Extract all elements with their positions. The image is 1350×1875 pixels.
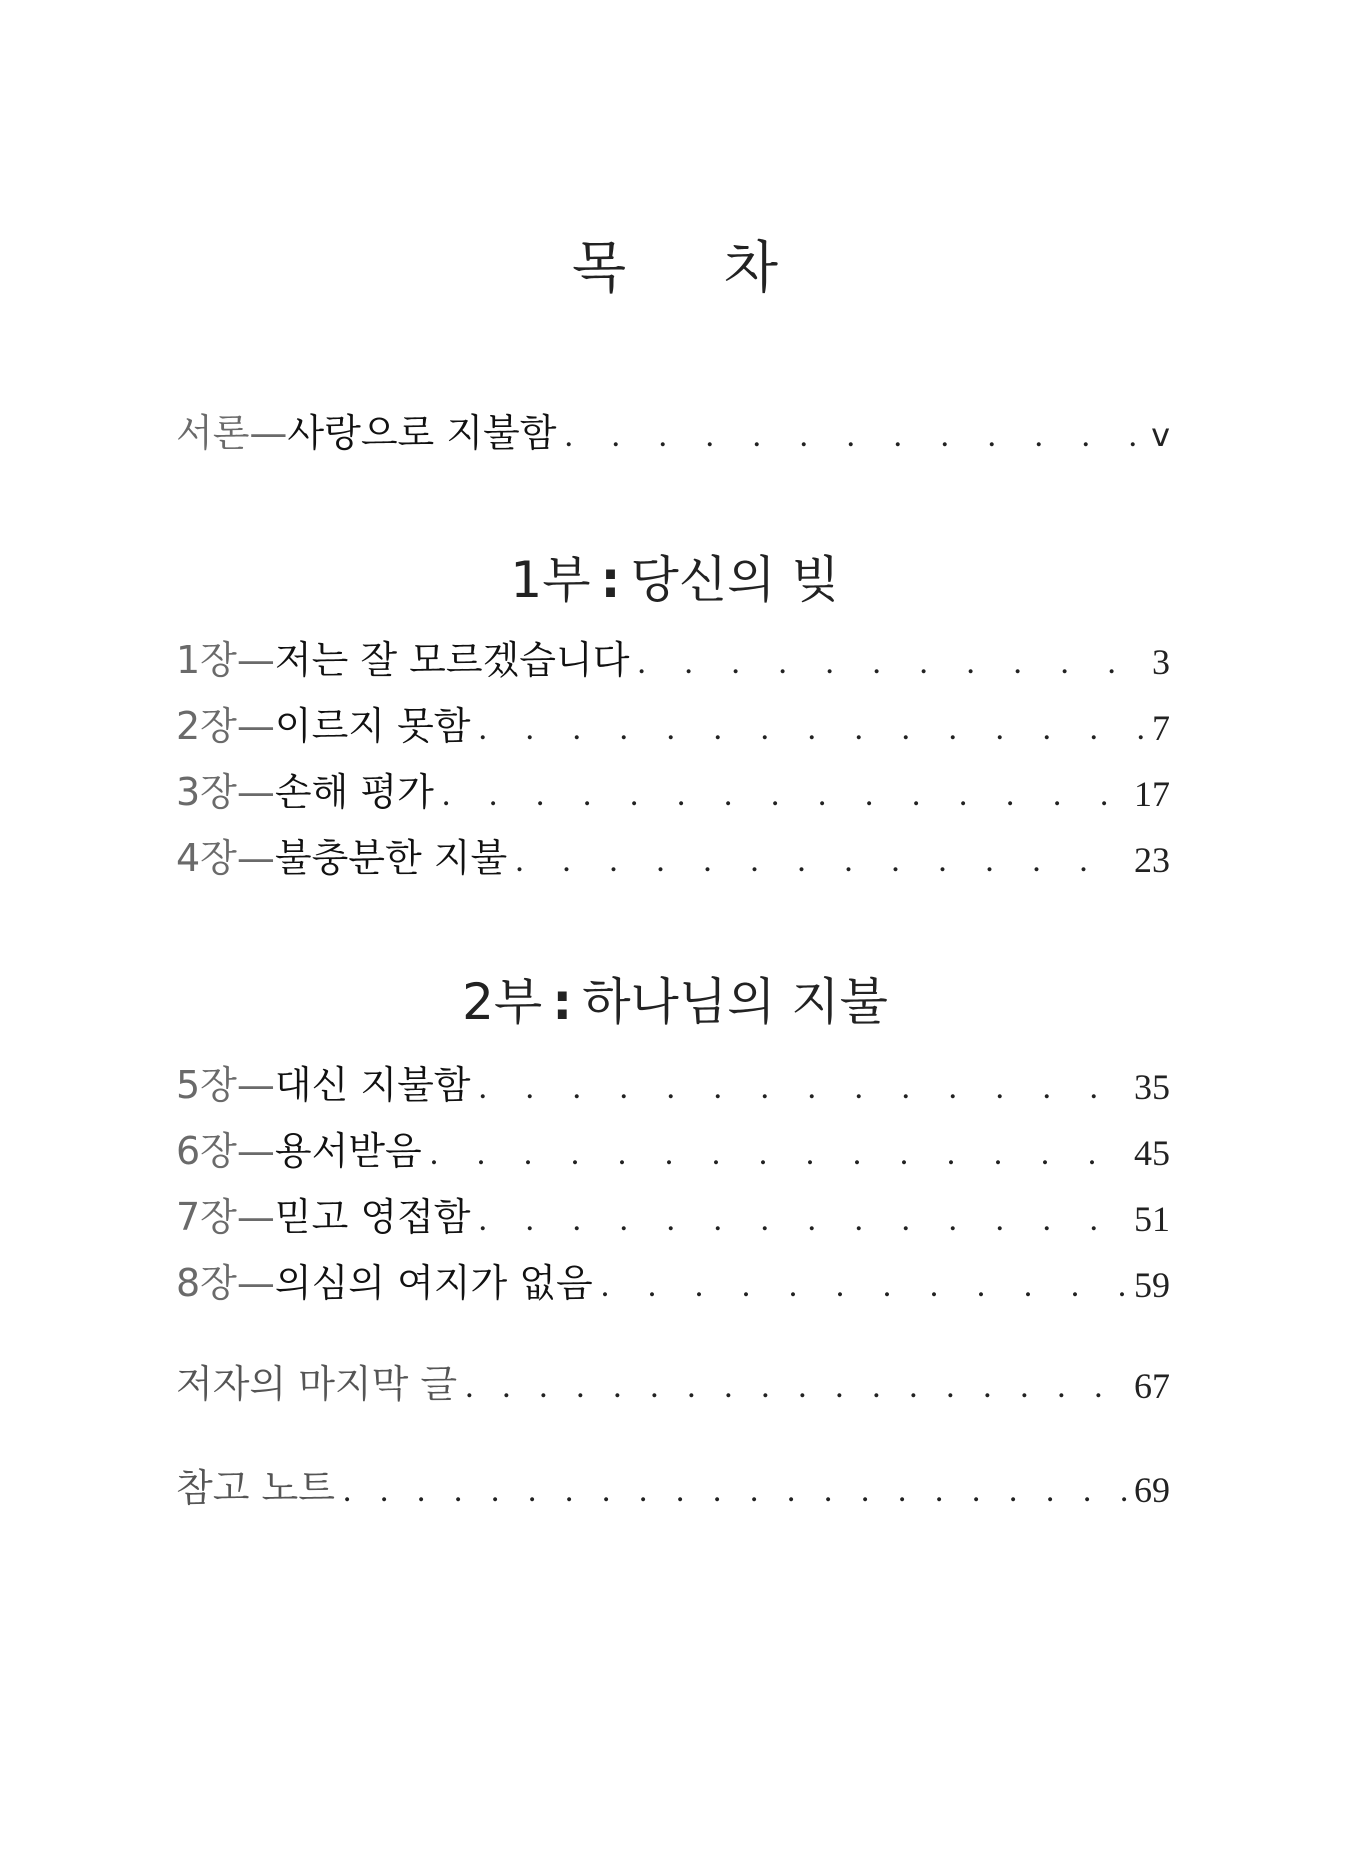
toc-entry-prefix: 3장— <box>176 770 275 814</box>
toc-entry-page: 45 <box>1134 1133 1170 1173</box>
toc-entry-prefix: 7장— <box>176 1195 275 1239</box>
toc-entry-label <box>176 1126 422 1176</box>
toc-entry-prefix: 5장— <box>176 1063 275 1107</box>
toc-entry-prefix: 6장— <box>176 1129 275 1173</box>
toc-entry-page: 67 <box>1134 1366 1170 1406</box>
toc-entry-page: 51 <box>1134 1199 1170 1239</box>
toc-entry-label <box>176 1463 335 1513</box>
toc-entry-label <box>176 635 629 685</box>
dot-leader <box>457 1369 1128 1409</box>
dot-leader <box>471 1070 1128 1110</box>
toc-entry-title: 사랑으로 지불함 <box>287 411 557 455</box>
toc-entry-chapter-2[interactable] <box>176 701 1170 751</box>
part-heading-2 <box>0 962 1350 1034</box>
toc-entry-chapter-4[interactable] <box>176 833 1170 883</box>
part-name: 하나님의 지불 <box>582 973 888 1031</box>
toc-entry-label <box>176 1359 457 1409</box>
dot-leader <box>422 1136 1128 1176</box>
dot-leader <box>471 1202 1128 1242</box>
toc-entry-label <box>176 1192 471 1242</box>
toc-entry-prefix: 1장— <box>176 638 275 682</box>
toc-entry-intro[interactable] <box>176 408 1170 458</box>
dot-leader <box>507 843 1128 883</box>
toc-entry-label <box>176 767 434 817</box>
part-heading-1 <box>0 540 1350 612</box>
toc-entry-chapter-7[interactable] <box>176 1192 1170 1242</box>
toc-entry-chapter-6[interactable] <box>176 1126 1170 1176</box>
toc-entry-label <box>176 701 471 751</box>
dot-leader <box>335 1473 1128 1513</box>
toc-entry-label <box>176 833 507 883</box>
toc-entry-chapter-8[interactable] <box>176 1258 1170 1308</box>
toc-entry-chapter-3[interactable] <box>176 767 1170 817</box>
dot-leader <box>556 418 1145 458</box>
toc-entry-title: 용서받음 <box>274 1129 422 1173</box>
toc-entry-page: 3 <box>1152 642 1170 682</box>
toc-entry-title: 손해 평가 <box>274 770 434 814</box>
toc-entry-label <box>176 1258 593 1308</box>
toc-entry-page: 17 <box>1134 774 1170 814</box>
toc-entry-title: 의심의 여지가 없음 <box>274 1261 593 1305</box>
toc-entry-prefix: 2장— <box>176 704 275 748</box>
toc-entry-prefix: 4장— <box>176 836 275 880</box>
toc-entry-page: 35 <box>1134 1067 1170 1107</box>
toc-entry-notes[interactable] <box>176 1463 1170 1513</box>
toc-entry-prefix: 8장— <box>176 1261 275 1305</box>
toc-entry-title: 참고 노트 <box>176 1466 335 1510</box>
part-colon: : <box>600 551 621 609</box>
part-colon: : <box>552 973 573 1031</box>
toc-entry-title: 저는 잘 모르겠습니다 <box>274 638 630 682</box>
toc-entry-page: 23 <box>1134 840 1170 880</box>
toc-entry-afterword[interactable] <box>176 1359 1170 1409</box>
toc-entry-label <box>176 408 556 458</box>
toc-entry-page: 7 <box>1152 708 1170 748</box>
dot-leader <box>593 1268 1128 1308</box>
toc-entry-chapter-5[interactable] <box>176 1060 1170 1110</box>
page-title: 목 차 <box>572 236 818 301</box>
toc-entry-title: 믿고 영접함 <box>274 1195 471 1239</box>
dot-leader <box>434 777 1128 817</box>
toc-entry-prefix: 서론— <box>176 411 288 455</box>
part-number: 1부 <box>510 551 591 609</box>
toc-entry-page: 59 <box>1134 1265 1170 1305</box>
dot-leader <box>629 645 1146 685</box>
toc-entry-label <box>176 1060 471 1110</box>
part-name: 당신의 빚 <box>630 551 840 609</box>
toc-entry-page: v <box>1151 416 1170 454</box>
toc-entry-page: 69 <box>1134 1470 1170 1510</box>
toc-entry-title: 이르지 못함 <box>274 704 471 748</box>
toc-entry-title: 저자의 마지막 글 <box>176 1362 458 1406</box>
toc-entry-title: 불충분한 지불 <box>274 836 508 880</box>
toc-entry-chapter-1[interactable] <box>176 635 1170 685</box>
part-number: 2부 <box>462 973 543 1031</box>
toc-entry-title: 대신 지불함 <box>274 1063 471 1107</box>
dot-leader <box>471 711 1146 751</box>
